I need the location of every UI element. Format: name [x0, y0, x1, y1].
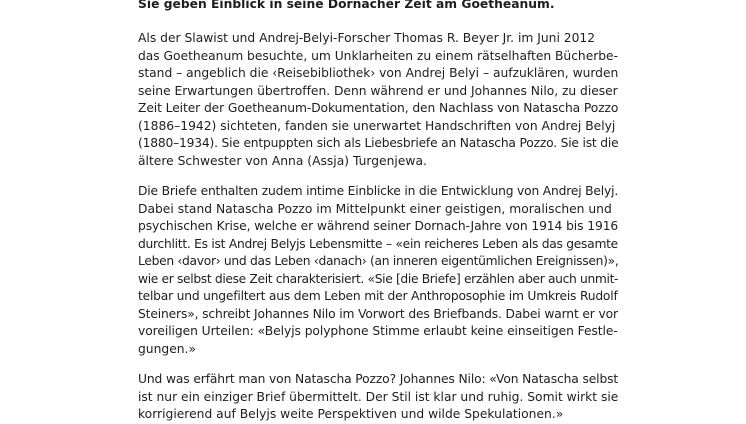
text-line: ältere Schwester von Anna (Assja) Turgenjewa. — [138, 153, 427, 168]
text-line: psychischen Krise, welche er während seiner Dornach-Jahre von 1914 bis 1916 — [138, 219, 619, 233]
paragraph-letters — [138, 183, 618, 358]
paragraph-pozzo — [138, 371, 618, 424]
text-line: Zeit Leiter der Goetheanum-Dokumentation, den Nachlass von Natascha Pozzo — [138, 101, 619, 115]
text-line: Die Briefe enthalten zudem intime Einblicke in die Entwicklung von Andrej Belyj. — [138, 184, 619, 198]
article-lead: Sie geben Einblick in seine Dornacher Zeit am Goetheanum. — [138, 0, 555, 11]
text-line: wie er selbst diese Zeit charakterisiert. «Sie [die Briefe] erzählen aber auch unmit- — [138, 271, 619, 286]
text-line: (1886–1942) sichteten, fanden sie unerwartet Handschriften von Andrej Belyj — [138, 118, 616, 133]
text-line: durchlitt. Es ist Andrej Belyjs Lebensmitte – «ein reicheres Leben als das gesamte — [138, 236, 618, 251]
text-line: Steiners», schreibt Johannes Nilo im Vorwort des Briefbands. Dabei warnt er vor — [138, 306, 618, 321]
text-line: gungen.» — [138, 341, 196, 356]
text-line: Und was erfährt man von Natascha Pozzo? Johannes Nilo: «Von Natascha selbst — [138, 372, 619, 386]
text-line: korrigierend auf Belyjs weite Perspektiven und wilde Spekulationen.» — [138, 407, 564, 421]
text-line: (1880–1934). Sie entpuppten sich als Liebesbriefe an Natascha Pozzo. Sie ist die — [138, 136, 619, 150]
text-line: Als der Slawist und Andrej-Belyi-Forscher Thomas R. Beyer Jr. im Juni 2012 — [138, 31, 596, 45]
paragraph-discovery — [138, 30, 618, 170]
text-line: seine Erwartungen übertroffen. Denn während er und Johannes Nilo, zu dieser — [138, 83, 618, 98]
text-line: das Goetheanum besuchte, um Unklarheiten zu einem rätselhaften Bücherbe- — [138, 48, 618, 63]
text-line: stand – angeblich die ‹Reisebibliothek› von Andrej Belyi – aufzuklären, wurden — [138, 66, 619, 80]
text-line: telbar und ungefiltert aus dem Leben mit der Anthroposophie im Umkreis Rudolf — [138, 289, 618, 303]
text-line: Dabei stand Natascha Pozzo im Mittelpunkt einer geistigen, moralischen und — [138, 201, 612, 216]
text-line: Leben ‹davor› und das Leben ‹danach› (an inneren eigentümlichen Ereignissen)», — [138, 254, 619, 268]
text-line: ist nur ein einziger Brief übermittelt. Der Stil ist klar und ruhig. Somit wirkt sie — [138, 389, 619, 404]
text-line: voreiligen Urteilen: «Belyjs polyphone Stimme erlaubt keine einseitigen Festle- — [138, 324, 618, 338]
